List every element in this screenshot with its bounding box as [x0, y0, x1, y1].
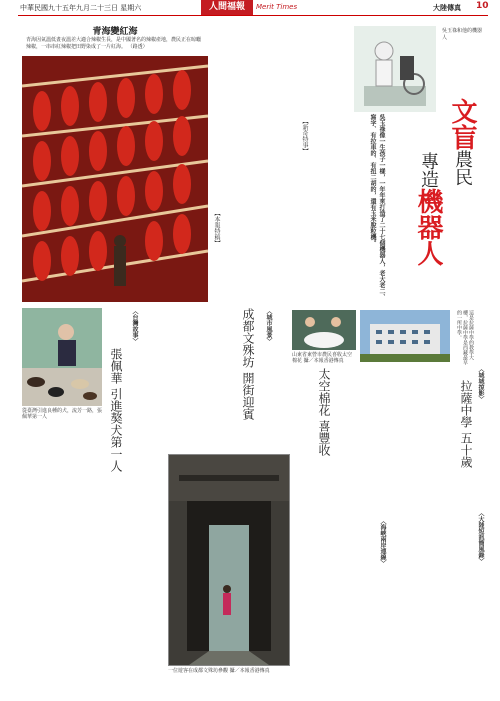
cotton-article — [292, 308, 356, 468]
page-number: 10 — [476, 1, 489, 11]
robot-body-main — [214, 140, 290, 300]
robot-photo — [354, 26, 436, 112]
school-building-image — [360, 310, 450, 362]
issue-date: 中華民國九十五年九月二十三日 星期六 — [20, 4, 142, 12]
dog-title: 張佩華 引進獒犬第一人 — [109, 348, 123, 472]
robot-title-b: 農民 — [452, 150, 473, 186]
robot-subtitle: 吳玉祿像一生孩子一樣，一年年來打造了二十七個機器人，老大老二、寫字、有拉車的、有扭二胡的，還有玉米脫粒機。 — [369, 114, 385, 300]
brief-body-right — [392, 510, 472, 688]
robot-image — [354, 26, 436, 112]
cotton-title: 太空棉花 喜豐收 — [317, 368, 331, 456]
dog-tag: 〈台灣故事〉 — [131, 308, 138, 344]
brief-tag: 〈大陸短訊簡風錄〉 — [477, 510, 484, 564]
newspaper-logo: 人間福報 — [201, 0, 253, 15]
chengdu-photo — [168, 454, 290, 666]
lhasa-caption: 這是拉薩中學的教學大樓，拉薩中學是西藏最早的一所中學。 — [456, 310, 474, 365]
chengdu-body — [210, 308, 238, 448]
robot-title-c: 專造 — [418, 152, 439, 188]
newspaper-english-name: Merit Times — [256, 3, 298, 11]
qinghai-caption-text: 青海因氣溫低晝夜溫差大適合辣椒生長，是中國著名的辣椒產地，農民正在晾曬辣椒，一串串紅辣椒把田野染成了一片紅海。 — [26, 37, 202, 50]
dog-image — [22, 308, 102, 406]
cotton-caption-text: 山東省東營市農民喜收太空棉花 — [292, 352, 353, 364]
qinghai-side-text — [212, 22, 292, 142]
chengdu-photo-credit: 攝／本報香港傳真 — [229, 668, 270, 674]
dog-body-bottom — [22, 468, 166, 688]
cotton-credit: 攝／本報香港傳真 — [303, 358, 344, 364]
chengdu-photo-block — [168, 454, 290, 686]
robot-title-a: 文盲 — [447, 98, 477, 150]
qinghai-title: 青海變紅海 — [92, 27, 138, 37]
robot-body-right — [294, 20, 350, 112]
chengdu-photo-caption-text: 一位遊客在成都文殊坊參觀 — [168, 668, 229, 674]
qinghai-article — [22, 22, 208, 304]
cotton-photo — [292, 310, 356, 350]
lhasa-body — [364, 366, 454, 466]
lhasa-tag: 〈城城掠影〉 — [477, 366, 484, 402]
dog-caption: 從臺灣引進良種的犬，流芳一路，張佩華第一人 — [22, 408, 103, 420]
dog-photo — [22, 308, 102, 406]
lhasa-title: 拉薩中學 五十歲 — [459, 380, 473, 468]
cotton-image — [292, 310, 356, 350]
alley-gate-image — [169, 455, 289, 665]
qinghai-credit: （路透） — [127, 43, 148, 50]
section-name: 大陸傳真 — [433, 4, 461, 12]
dog-article — [22, 306, 208, 472]
robot-headline — [444, 98, 481, 308]
chengdu-tag: 〈城市風景〉 — [265, 308, 272, 344]
brief-article — [292, 470, 490, 688]
chengdu-title: 成都文殊坊 開街迎賓 — [241, 308, 255, 420]
robot-body-left — [292, 160, 362, 310]
robot-special-tag: 【本報特稿】 — [213, 210, 220, 246]
brief-body-left — [292, 510, 376, 688]
dog-body-top — [142, 308, 208, 398]
qinghai-caption — [26, 37, 204, 50]
header-rule — [18, 15, 488, 16]
letters-tag: 〈海峽兩岸連線〉 — [379, 518, 386, 566]
qinghai-photo — [22, 56, 208, 302]
lhasa-article — [360, 308, 490, 468]
robot-headline-2 — [410, 152, 447, 322]
robot-photo-caption: 吳玉祿和他的機器人 — [442, 28, 483, 41]
robot-tag: 【新奇特事】 — [301, 118, 308, 154]
cotton-caption — [292, 352, 356, 364]
robot-article — [292, 20, 490, 310]
red-pepper-image — [22, 56, 208, 302]
chengdu-photo-caption — [168, 668, 288, 674]
robot-title-d: 機器人 — [413, 188, 443, 266]
chengdu-article — [210, 306, 290, 456]
lhasa-photo — [360, 310, 450, 362]
